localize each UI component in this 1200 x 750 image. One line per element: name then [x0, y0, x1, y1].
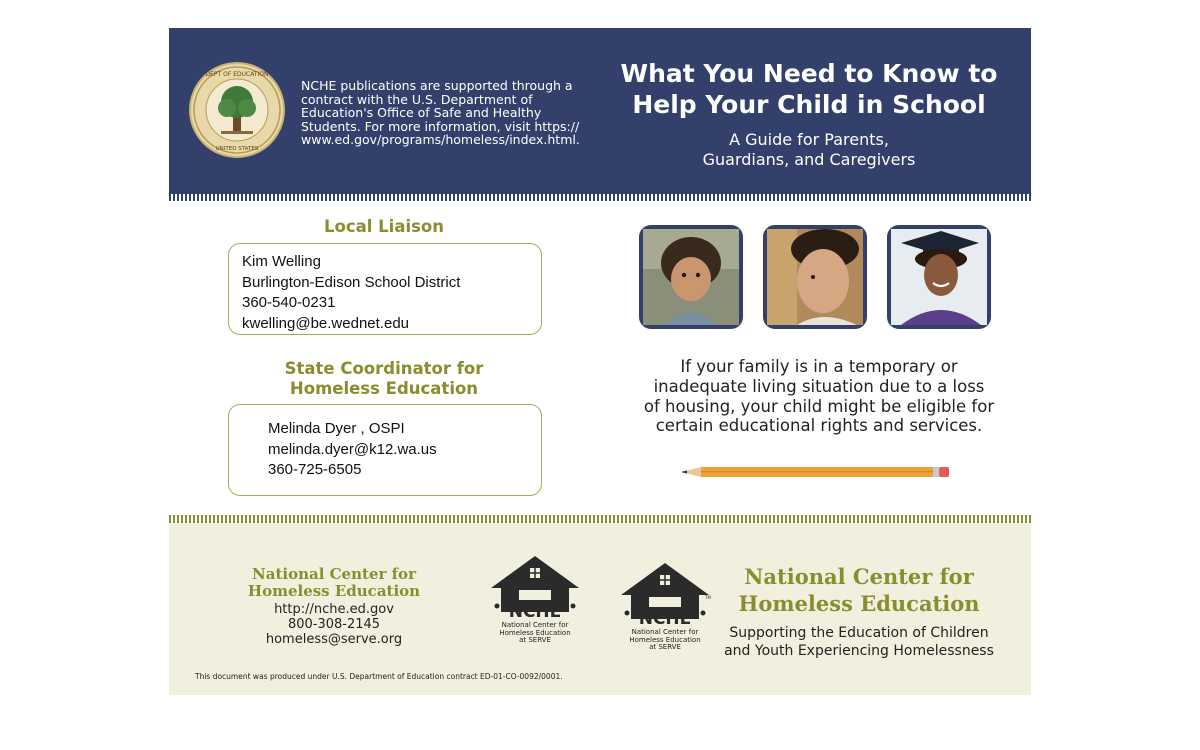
coordinator-name: Melinda Dyer , OSPI	[268, 420, 405, 437]
local-liaison-heading: Local Liaison	[323, 217, 445, 236]
state-coordinator-heading-line-1: State Coordinator for	[284, 359, 484, 378]
liaison-phone: 360-540-0231	[242, 294, 336, 311]
coordinator-phone: 360-725-6505	[268, 461, 362, 478]
nche-logo-caption-2-line-2: Homeless Education	[629, 635, 701, 644]
footer-url[interactable]: http://nche.ed.gov	[274, 602, 394, 617]
header-band	[169, 28, 1031, 194]
liaison-email[interactable]: kwelling@be.wednet.edu	[242, 314, 409, 332]
department-of-education-seal	[189, 62, 285, 158]
page-subtitle	[599, 130, 1019, 170]
footer-org-line-1: National Center for	[252, 565, 416, 583]
footer-org-name-left	[229, 566, 439, 600]
teen-boy-photo	[763, 225, 867, 329]
eligibility-statement	[629, 357, 1009, 436]
nche-wordmark-2: NCHE	[638, 609, 692, 629]
footer-right-org-line-1: National Center for	[744, 564, 974, 589]
nche-logo-caption-2-line-3: at SERVE	[649, 643, 681, 651]
footer-org-name-right	[719, 563, 999, 617]
eligibility-line-3: of housing, your child might be eligible for	[643, 396, 995, 416]
footer-right-org-line-2: Homeless Education	[738, 591, 980, 616]
trademark-mark: TM	[705, 595, 711, 600]
young-child-photo	[639, 225, 743, 329]
eligibility-line-4: certain educational rights and services.	[655, 416, 983, 436]
pencil-icon	[681, 465, 951, 479]
footer-tagline-line-2: and Youth Experiencing Homelessness	[724, 642, 994, 659]
footer-tagline	[714, 625, 1004, 660]
eligibility-line-1: If your family is in a temporary or	[680, 357, 958, 376]
eligibility-line-2: inadequate living situation due to a loss	[653, 376, 985, 396]
header-tick-border	[169, 194, 1031, 201]
nche-logo-caption-1-line-2: Homeless Education	[499, 628, 571, 637]
nche-logo-caption-2-line-1: National Center for	[631, 628, 699, 636]
footer-band	[169, 523, 1031, 695]
nche-logo-caption-1	[491, 622, 579, 645]
nche-logo-2	[621, 563, 709, 661]
state-coordinator-box	[228, 404, 542, 496]
state-coordinator-heading-line-2: Homeless Education	[289, 379, 479, 398]
subtitle-line-2: Guardians, and Caregivers	[702, 150, 916, 169]
svg-text:DEPT OF EDUCATION: DEPT OF EDUCATION	[205, 71, 269, 78]
nche-logo-caption-2	[621, 629, 709, 652]
brochure-page	[169, 28, 1031, 695]
footer-tagline-line-1: Supporting the Education of Children	[729, 625, 989, 641]
nche-wordmark-1: NCHE	[508, 602, 562, 622]
svg-text:UNITED STATES: UNITED STATES	[215, 146, 259, 152]
nche-logo-1	[491, 556, 579, 654]
funding-note: NCHE publications are supported through a contract with the U.S. Department of Education's Office of Safe and Healthy Students. For more information, visit https:// www.ed.gov/programs/homeless/index.html.	[301, 78, 580, 147]
nche-logo-caption-1-line-1: National Center for	[501, 621, 569, 629]
graduate-photo	[887, 225, 991, 329]
footer-org-line-2: Homeless Education	[247, 582, 421, 600]
subtitle-line-1: A Guide for Parents,	[729, 130, 889, 149]
title-line-2: Help Your Child in School	[632, 90, 986, 119]
local-liaison-box	[228, 243, 542, 335]
liaison-district: Burlington-Edison School District	[242, 273, 461, 291]
footer-phone: 800-308-2145	[287, 617, 381, 632]
nche-logo-caption-1-line-3: at SERVE	[519, 636, 551, 644]
title-line-1: What You Need to Know to	[620, 59, 998, 88]
footer-contact	[229, 602, 439, 647]
footer-email[interactable]: homeless@serve.org	[265, 632, 403, 647]
footer-tick-border	[169, 515, 1031, 523]
contract-disclaimer: This document was produced under U.S. Department of Education contract ED-01-CO-0092/0001.	[195, 672, 563, 681]
coordinator-email[interactable]: melinda.dyer@k12.wa.us	[268, 440, 437, 458]
page-title	[599, 58, 1019, 120]
state-coordinator-heading	[229, 359, 539, 399]
liaison-name: Kim Welling	[242, 253, 321, 270]
